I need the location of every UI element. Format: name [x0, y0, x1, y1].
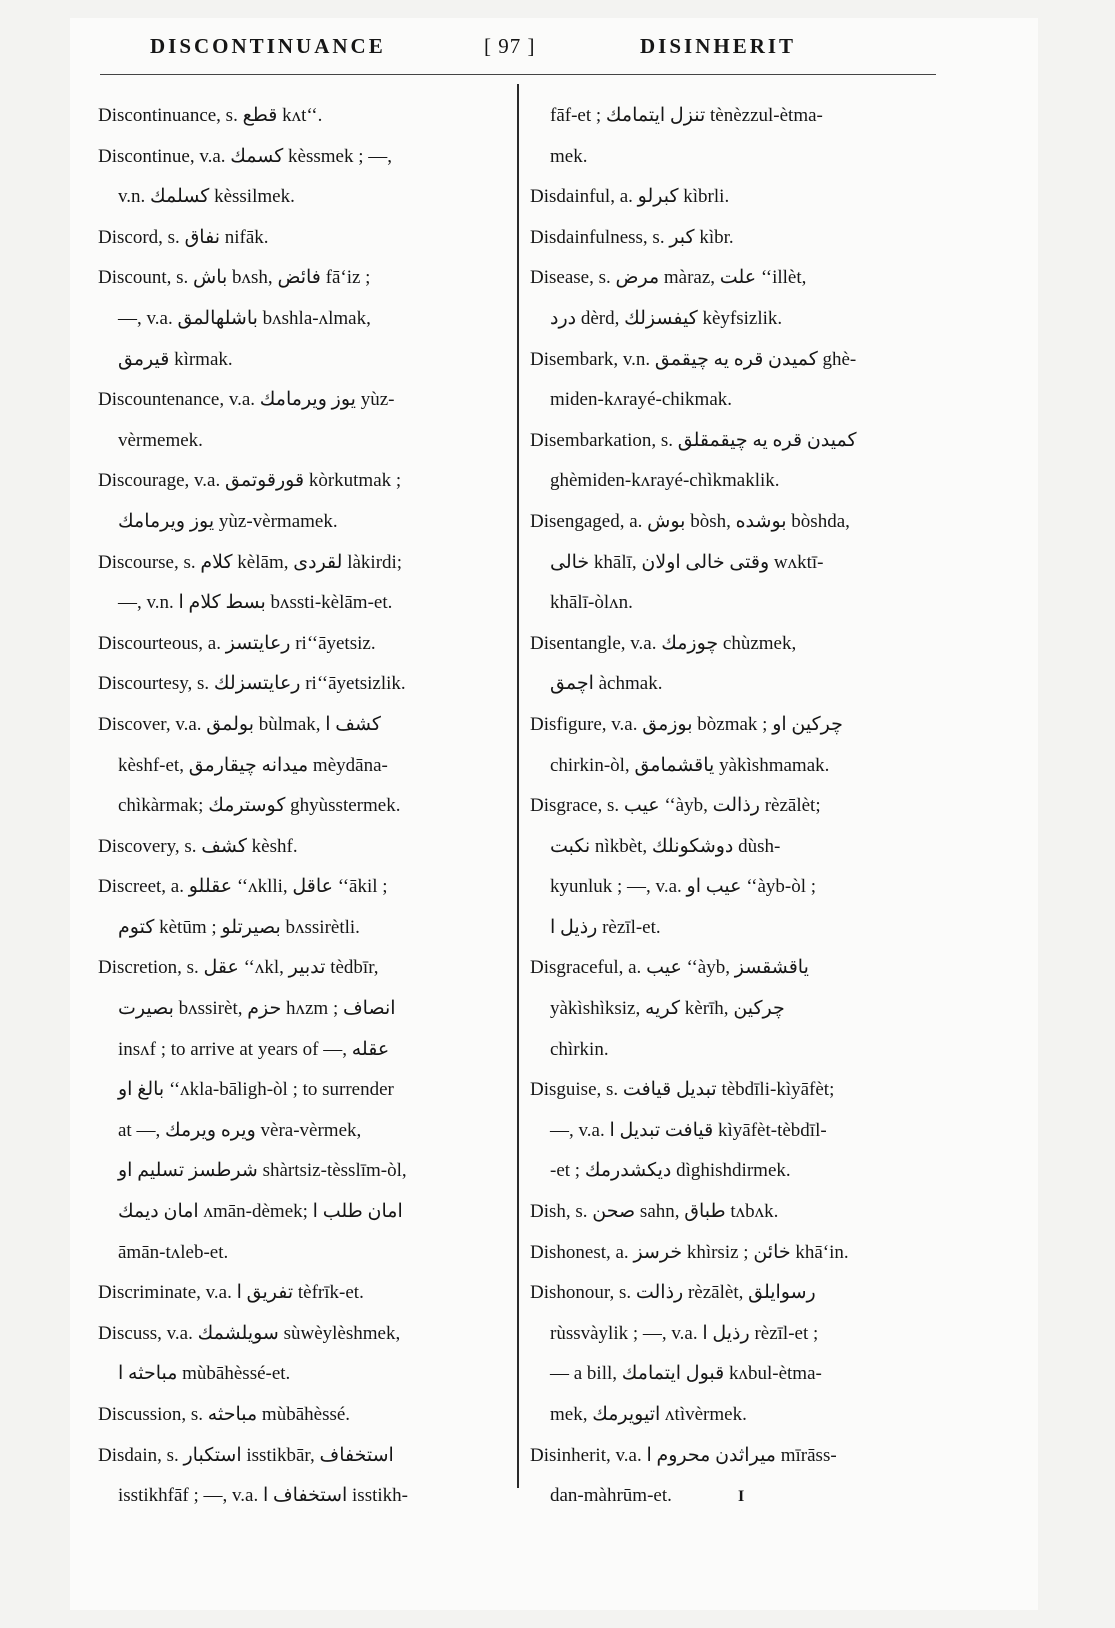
dictionary-line: Disengaged, a. بوش bòsh, بوشده bòshda, [530, 510, 850, 532]
dictionary-line: Discretion, s. عقل ‘‘ʌkl, تدبير tèdbīr, [98, 957, 379, 979]
dictionary-line: isstikhfāf ; —, v.a. استخفاف ا isstikh- [118, 1485, 408, 1507]
dictionary-line: كتوم kètūm ; بصيرتلو bʌssirètli. [118, 916, 360, 938]
dictionary-line: Disguise, s. تبديل قيافت tèbdīli-kìyāfèt; [530, 1079, 835, 1101]
column-divider [517, 84, 519, 1488]
dictionary-line: Discovery, s. كشف kèshf. [98, 835, 298, 857]
dictionary-line: Disembarkation, s. كميدن قره يه چيقمقلق [530, 429, 857, 451]
dictionary-line: بصيرت bʌssirèt, حزم hʌzm ; انصاف [118, 998, 396, 1020]
dictionary-line: v.n. كسلمك kèssilmek. [118, 186, 295, 208]
dictionary-line: Disembark, v.n. كميدن قره يه چيقمق ghè- [530, 348, 857, 370]
right-column [530, 96, 942, 1517]
dictionary-line: نكبت nìkbèt, دوشكونلك dùsh- [550, 835, 781, 857]
dictionary-line: قيرمق kìrmak. [118, 348, 233, 370]
dictionary-line: Discount, s. باش bʌsh, فائض fā‘iz ; [98, 267, 371, 289]
dictionary-line: chìkàrmak; كوسترمك ghyùsstermek. [118, 795, 401, 817]
dictionary-line: dan-màhrūm-et. [550, 1485, 672, 1507]
dictionary-line: Discover, v.a. بولمق bùlmak, كشف ا [98, 713, 381, 735]
dictionary-line: Disentangle, v.a. چوزمك chùzmek, [530, 632, 797, 654]
dictionary-line: chìrkin. [550, 1038, 609, 1060]
dictionary-line: بالغ او ‘‘ʌkla-bāligh-òl ; to surrender [118, 1079, 394, 1101]
dictionary-line: mek, اتيويرمك ʌtìvèrmek. [550, 1404, 747, 1425]
header-first-entry: DISCONTINUANCE [150, 34, 386, 58]
dictionary-line: Disinherit, v.a. ميراثدن محروم ا mīrāss- [530, 1444, 837, 1466]
dictionary-line: Discriminate, v.a. تفريق ا tèfrīk-et. [98, 1282, 364, 1304]
dictionary-line: Disfigure, v.a. بوزمق bòzmak ; چركين او [530, 713, 843, 735]
dictionary-line: āmān-tʌleb-et. [118, 1241, 229, 1263]
dictionary-line: -et ; ديكشدرمك dìghishdirmek. [550, 1160, 791, 1182]
dictionary-line: mek. [550, 145, 588, 167]
header-rule [100, 74, 936, 75]
dictionary-line: Disdainfulness, s. كبر kìbr. [530, 226, 734, 248]
dictionary-line: خالى khālī, وقتى خالى اولان wʌktī- [550, 551, 824, 573]
dictionary-line: Discourtesy, s. رعايتسزلك ri‘‘āyetsizlik. [98, 673, 406, 695]
dictionary-line: يوز ويرمامك yùz-vèrmamek. [118, 510, 338, 532]
dictionary-line: رذيل ا rèzīl-et. [550, 916, 661, 938]
dictionary-line: Disgrace, s. عيب ‘‘àyb, رذالت rèzālèt; [530, 795, 821, 817]
dictionary-line: Discourteous, a. رعايتسز ri‘‘āyetsiz. [98, 632, 376, 654]
dictionary-line: Discuss, v.a. سويلشمك sùwèylèshmek, [98, 1322, 401, 1344]
dictionary-line: درد dèrd, كيفسزلك kèyfsizlik. [550, 307, 783, 329]
dictionary-line: مباحثه ا mùbāhèssé-et. [118, 1363, 291, 1385]
dictionary-line: Dish, s. صحن sahn, طباق tʌbʌk. [530, 1201, 779, 1223]
running-header [150, 30, 940, 70]
dictionary-line: Disgraceful, a. عيب ‘‘àyb, ياقشقسز [530, 957, 809, 979]
dictionary-line: fāf-et ; تنزل ايتمامك tènèzzul-ètma- [550, 105, 823, 126]
dictionary-line: vèrmemek. [118, 429, 203, 451]
dictionary-line: —, v.n. بسط كلام ا bʌssti-kèlām-et. [118, 592, 393, 614]
dictionary-line: Dishonest, a. خرسز khìrsiz ; خائن khā‘in. [530, 1241, 849, 1263]
dictionary-line: khālī-òlʌn. [550, 592, 633, 614]
dictionary-line: kyunluk ; —, v.a. عيب او ‘‘àyb-òl ; [550, 876, 817, 898]
dictionary-line: Discreet, a. عقللو ‘‘ʌklli, عاقل ‘‘ākil ; [98, 876, 388, 898]
dictionary-line: at —, ويره ويرمك vèra-vèrmek, [118, 1119, 362, 1141]
dictionary-line: Disease, s. مرض màraz, علت ‘‘illèt, [530, 267, 807, 289]
dictionary-line: شرطسز تسليم او shàrtsiz-tèsslīm-òl, [118, 1160, 407, 1182]
dictionary-line: Dishonour, s. رذالت rèzālèt, رسوايلق [530, 1282, 816, 1304]
dictionary-line: Disdain, s. استكبار isstikbār, استخفاف [98, 1444, 394, 1466]
signature-mark: I [738, 1488, 745, 1505]
dictionary-line: miden-kʌrayé-chikmak. [550, 389, 733, 411]
dictionary-line: امان ديمك ʌmān-dèmek; امان طلب ا [118, 1201, 403, 1223]
dictionary-line: Discountenance, v.a. يوز ويرمامك yùz- [98, 389, 395, 411]
left-column [98, 96, 508, 1517]
dictionary-line: Disdainful, a. كبرلو kìbrli. [530, 186, 730, 208]
dictionary-line: insʌf ; to arrive at years of —, عقله [118, 1038, 390, 1060]
dictionary-line: Discourage, v.a. قورقوتمق kòrkutmak ; [98, 470, 402, 492]
dictionary-line: yàkìshìksiz, كريه kèrīh, چركين [550, 998, 785, 1020]
dictionary-line: rùssvàylik ; —, v.a. رذيل ا rèzīl-et ; [550, 1322, 819, 1344]
dictionary-line: Discontinuance, s. قطع kʌt‘‘. [98, 105, 323, 126]
dictionary-line: — a bill, قبول ايتمامك kʌbul-ètma- [550, 1363, 822, 1385]
dictionary-line: Discourse, s. كلام kèlām, لقردى làkirdi; [98, 551, 403, 573]
dictionary-line: Discontinue, v.a. كسمك kèssmek ; —, [98, 145, 392, 167]
page-number: [ 97 ] [484, 34, 536, 58]
dictionary-line: —, v.a. باشلهالمق bʌshla-ʌlmak, [118, 307, 371, 329]
dictionary-line: chirkin-òl, ياقشمامق yàkìshmamak. [550, 754, 830, 776]
dictionary-line: Discord, s. نفاق nifāk. [98, 226, 269, 248]
dictionary-line: ghèmiden-kʌrayé-chìkmaklik. [550, 470, 780, 492]
dictionary-line: اچمق àchmak. [550, 673, 663, 695]
header-last-entry: DISINHERIT [640, 34, 797, 58]
dictionary-line: —, v.a. قيافت تبديل ا kìyāfèt-tèbdīl- [550, 1119, 827, 1141]
dictionary-line: Discussion, s. مباحثه mùbāhèssé. [98, 1404, 351, 1425]
dictionary-line: kèshf-et, ميدانه چيقارمق mèydāna- [118, 754, 388, 776]
